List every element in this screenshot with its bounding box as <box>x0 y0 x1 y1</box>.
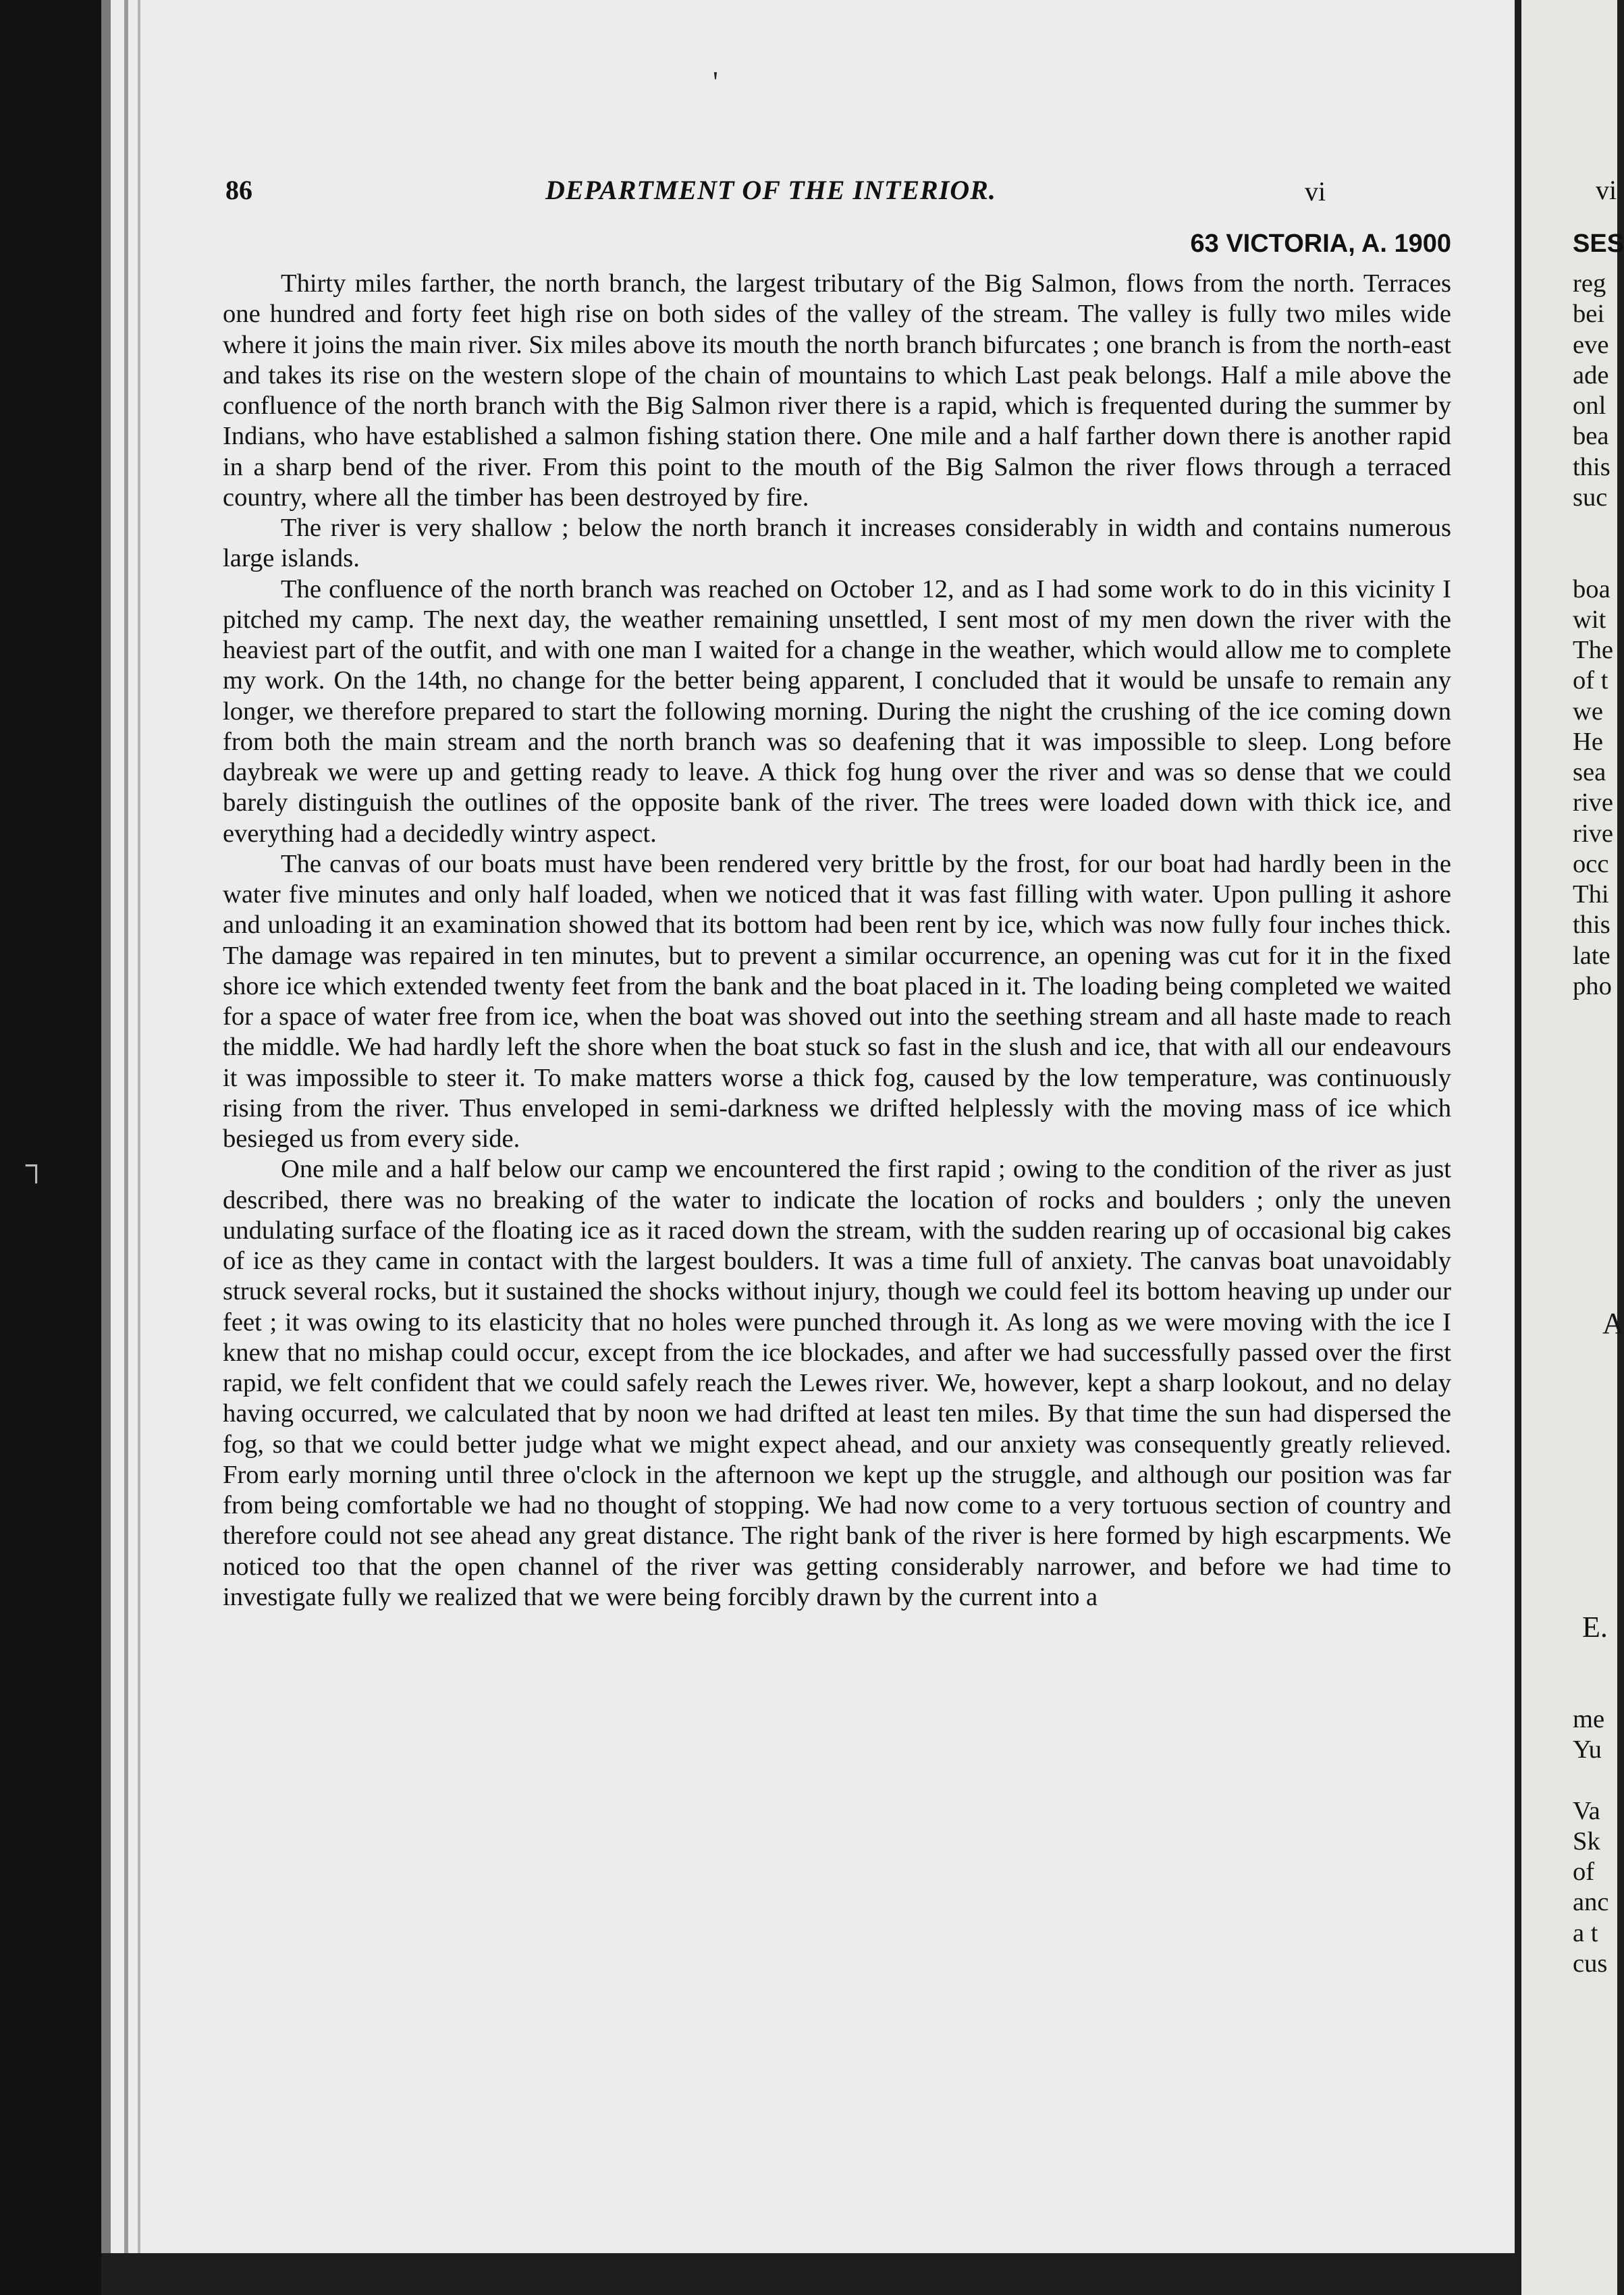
margin-mark: ┐ <box>26 1148 47 1181</box>
session-heading: 63 VICTORIA, A. 1900 <box>1190 230 1451 258</box>
adjacent-page-fragment: a t <box>1573 1918 1598 1947</box>
adjacent-page-fragment: eve <box>1573 330 1609 359</box>
adjacent-page-fragment: me <box>1573 1704 1605 1733</box>
adjacent-page-fragment: of <box>1573 1858 1595 1886</box>
adjacent-page-fragment: reg <box>1573 269 1606 298</box>
adjacent-page-fragment: bei <box>1573 300 1605 329</box>
adjacent-page-fragment: onl <box>1573 392 1606 420</box>
section-number: vi <box>1305 176 1326 207</box>
adjacent-page-fragment: late <box>1573 941 1611 970</box>
adjacent-page-fragment: wit <box>1573 605 1606 634</box>
adjacent-page-fragment: rive <box>1573 819 1613 848</box>
adjacent-page-letter: E. <box>1582 1611 1608 1644</box>
paragraph: The confluence of the north branch was reached on October 12, and as I had some work to do in this vicinity I pitched my camp. The next day, the weather remaining unsettled, I sent most of my men down the river with the heaviest part of the outfit, and with one man I waited for a change in the weather, which would allow me to complete my work. On the 14th, no change for the better being apparent, I concluded that it would be unsafe to remain any longer, we therefore prepared to start the following morning. During the night the crushing of the ice coming down from both the main stream and the north branch was so deafening that it was impossible to sleep. Long before daybreak we were up and getting ready to leave. A thick fog hung over the river and was so dense that we could barely distinguish the outlines of the opposite bank of the river. The trees were loaded down with thick ice, and everything had a decidedly wintry aspect. <box>223 574 1451 848</box>
adjacent-page-header: vi <box>1596 175 1617 205</box>
book-binding <box>0 0 101 2295</box>
adjacent-page-fragment: occ <box>1573 849 1609 878</box>
adjacent-page-letter: A <box>1602 1307 1624 1340</box>
page-number: 86 <box>225 175 252 205</box>
adjacent-page-fragment: pho <box>1573 971 1612 1000</box>
adjacent-page-fragment: cus <box>1573 1949 1608 1978</box>
adjacent-page-fragment: this <box>1573 911 1611 940</box>
adjacent-page-fragment: Sk <box>1573 1827 1600 1856</box>
adjacent-page-fragment: bea <box>1573 422 1609 451</box>
paragraph: One mile and a half below our camp we encountered the first rapid ; owing to the condition of the river as just described, there was no breaking of the water to indicate the location of rocks and boulders ; only the uneven undulating surface of the floating ice as it raced down the stream, with the sudden rearing up of occasional big cakes of ice as they came in contact with the largest boulders. It was a time full of anxiety. The canvas boat unavoidably struck several rocks, but it sustained the shocks without injury, though we could feel its bottom heaving up under our feet ; it was owing to its elasticity that no holes were punched through it. As long as we were moving with the ice I knew that no mishap could occur, except from the ice blockades, and after we had successfully passed over the first rapid, we felt confident that we could safely reach the Lewes river. We, however, kept a sharp lookout, and no delay having occurred, we calculated that by noon we had drifted at least ten miles. By that time the sun had dispersed the fog, so that we could better judge what we might expect ahead, and our anxiety was consequently greatly relieved. From early morning until three o'clock in the afternoon we kept up the struggle, and although our position was far from being comfortable we had no thought of stopping. We had now come to a very tortuous section of country and therefore could not see ahead any great distance. The right bank of the river is here formed by high escarpments. We noticed too that the open channel of the river was getting considerably narrower, and before we had time to investigate fully we realized that we were being forcibly drawn by the current into a <box>223 1155 1451 1611</box>
body-text <box>223 269 1451 1613</box>
adjacent-page-fragment: suc <box>1573 483 1608 512</box>
paragraph: The river is very shallow ; below the north branch it increases considerably in width and contains numerous large islands. <box>223 514 1451 573</box>
adjacent-page-fragment: He <box>1573 727 1603 756</box>
top-mark: ' <box>713 65 718 99</box>
adjacent-page-fragment: Thi <box>1573 880 1609 909</box>
adjacent-page-fragment: of t <box>1573 666 1608 695</box>
adjacent-page-fragment: boa <box>1573 574 1611 603</box>
adjacent-page-session: SES <box>1573 230 1624 258</box>
adjacent-page <box>1521 0 1624 2295</box>
paragraph: Thirty miles farther, the north branch, the largest tributary of the Big Salmon, flows from the north. Terraces one hundred and forty feet high rise on both sides of the valley of the stream. The valley is fully two miles wide where it joins the main river. Six miles above its mouth the north branch bifurcates ; one branch is from the north-east and takes its rise on the western slope of the chain of mountains to which Last peak belongs. Half a mile above the confluence of the north branch with the Big Salmon river there is a rapid, which is frequented during the summer by Indians, who have established a salmon fishing station there. One mile and a half farther down there is another rapid in a sharp bend of the river. From this point to the mouth of the Big Salmon the river flows through a terraced country, where all the timber has been destroyed by fire. <box>223 269 1451 512</box>
running-title: DEPARTMENT OF THE INTERIOR. <box>545 175 996 205</box>
adjacent-page-fragment: sea <box>1573 758 1606 786</box>
adjacent-page-fragment: this <box>1573 452 1611 481</box>
adjacent-page-fragment: Va <box>1573 1796 1600 1825</box>
adjacent-page-fragment: The <box>1573 636 1613 664</box>
adjacent-page-fragment: anc <box>1573 1888 1609 1917</box>
adjacent-page-fragment: we <box>1573 697 1603 726</box>
adjacent-page-fragment: ade <box>1573 360 1609 389</box>
adjacent-page-fragment: Yu <box>1573 1735 1602 1764</box>
adjacent-page-fragment: rive <box>1573 788 1613 817</box>
paragraph: The canvas of our boats must have been rendered very brittle by the frost, for our boat had hardly been in the water five minutes and only half loaded, when we noticed that it was fast filling with water. Upon pulling it ashore and unloading it an examination showed that its bottom had been rent by ice, which was now fully four inches thick. The damage was repaired in ten minutes, but to prevent a similar occurrence, an opening was cut for it in the fixed shore ice which extended twenty feet from the bank and the boat placed in it. The loading being completed we waited for a space of water free from ice, when the boat was shoved out into the seething stream and all haste made to reach the middle. We had hardly left the shore when the boat stuck so fast in the slush and ice, that with all our endeavours it was impossible to steer it. To make matters worse a thick fog, caused by the low temperature, was continuously rising from the river. Thus enveloped in semi-darkness we drifted helplessly with the moving mass of ice which besieged us from every side. <box>223 849 1451 1153</box>
